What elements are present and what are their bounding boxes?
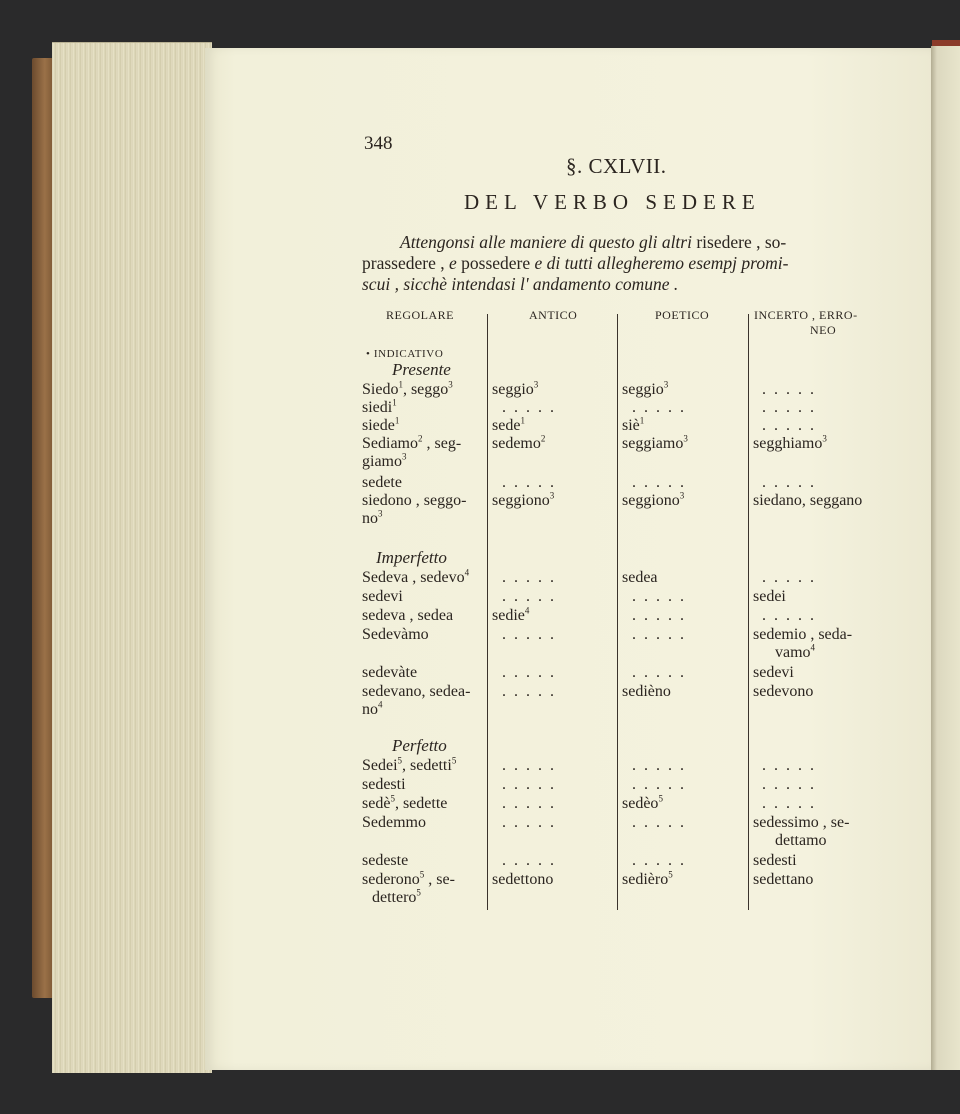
table-cell-poetico: . . . . . (632, 814, 686, 831)
table-row-regolare: Sedevàmo (362, 626, 429, 643)
cell-text: no (362, 701, 378, 718)
table-cell-poetico: . . . . . (632, 399, 686, 416)
page-number: 348 (364, 133, 393, 154)
table-row-regolare (362, 683, 470, 719)
intro-text: prassedere , (362, 253, 449, 273)
chapter-title: DEL VERBO SEDERE (464, 190, 761, 214)
table-cell-antico: . . . . . (502, 664, 556, 681)
table-cell-poetico: sedièno (622, 683, 671, 700)
table-row-regolare: Sedemmo (362, 814, 426, 831)
cell-text: Sedei (362, 757, 398, 774)
footnote-mark: 5 (419, 869, 425, 880)
cell-text: dettamo (775, 832, 827, 849)
cell-text: siedono , seggo- (362, 492, 467, 509)
table-cell-poetico (622, 871, 673, 889)
table-row-regolare (362, 399, 397, 417)
table-cell-poetico: . . . . . (632, 626, 686, 643)
cell-text: , se- (424, 871, 455, 888)
intro-text: scui , sicchè intendasi l' andamento comune . (362, 274, 679, 294)
table-cell-incerto: . . . . . (762, 474, 816, 491)
footnote-mark: 2 (540, 433, 546, 444)
cell-text: , seggo (402, 381, 449, 398)
cell-text: sedièro (622, 871, 669, 888)
table-cell-antico (492, 492, 554, 510)
cell-text: dettero (372, 889, 417, 906)
cell-text: sedie (492, 607, 525, 624)
cell-text: seggio (622, 381, 664, 398)
table-row-regolare: sedesti (362, 776, 406, 793)
cell-text: , seg- (422, 435, 462, 452)
table-row-regolare: sedete (362, 474, 402, 491)
footnote-mark: 3 (378, 508, 383, 519)
cell-text: sedemio , seda- (753, 626, 853, 643)
footnote-mark: 5 (416, 887, 421, 898)
table-row-regolare (362, 417, 399, 435)
footnote-mark: 4 (524, 605, 530, 616)
footnote-mark: 1 (392, 397, 397, 408)
cell-text: Sediamo (362, 435, 418, 452)
cell-text: seggiono (492, 492, 550, 509)
table-cell-antico: sedettono (492, 871, 554, 888)
section-title: §. CXLVII. (566, 154, 667, 178)
footnote-mark: 1 (639, 415, 645, 426)
table-cell-incerto: . . . . . (762, 795, 816, 812)
table-row-regolare: sedeva , sedea (362, 607, 454, 624)
table-cell-incerto (753, 626, 852, 662)
footnote-mark: 3 (683, 433, 688, 444)
cell-text: seggiamo (622, 435, 684, 452)
table-row-regolare (362, 381, 453, 399)
table-cell-poetico (622, 435, 688, 453)
page-stack-edge (52, 42, 212, 1073)
table-cell-incerto: sedesti (753, 852, 797, 869)
footnote-mark: 4 (810, 642, 816, 653)
footnote-mark: 3 (533, 379, 539, 390)
mood-text: INDICATIVO (373, 348, 444, 360)
table-cell-poetico (622, 381, 668, 399)
footnote-mark: 3 (822, 433, 827, 444)
table-cell-incerto (753, 435, 827, 453)
cell-text: Sedeva , sedevo (362, 569, 465, 586)
table-cell-incerto: . . . . . (762, 776, 816, 793)
footnote-mark: 5 (451, 755, 457, 766)
footnote-mark: 3 (679, 490, 685, 501)
table-row-regolare (362, 757, 456, 775)
table-row-regolare (362, 492, 466, 528)
table-cell-incerto: . . . . . (762, 381, 816, 398)
table-row-regolare: sedeste (362, 852, 409, 869)
table-row-regolare (362, 435, 461, 471)
intro-text: Attengonsi alle maniere di questo gli altri (400, 232, 692, 252)
cell-text: giamo (362, 453, 402, 470)
table-cell-poetico: . . . . . (632, 776, 686, 793)
footnote-mark: 5 (658, 793, 663, 804)
cell-text: seggiono (622, 492, 680, 509)
cell-text: sedèo (622, 795, 659, 812)
table-cell-poetico: . . . . . (632, 607, 686, 624)
cell-text: no (362, 510, 378, 527)
footnote-mark: 5 (397, 755, 403, 766)
table-cell-antico: . . . . . (502, 588, 556, 605)
column-rule (748, 314, 749, 910)
footnote-mark: 1 (398, 379, 403, 390)
table-cell-antico: . . . . . (502, 776, 556, 793)
table-cell-antico: . . . . . (502, 852, 556, 869)
table-cell-poetico: . . . . . (632, 852, 686, 869)
table-cell-incerto: . . . . . (762, 757, 816, 774)
table-cell-poetico (622, 492, 684, 510)
column-header-incerto: INCERTO , ERRO- (754, 308, 858, 322)
column-header-incerto-line2: NEO (810, 323, 837, 337)
table-cell-antico (492, 417, 525, 435)
cell-text: siedi (362, 399, 393, 416)
footnote-mark: 3 (663, 379, 669, 390)
cell-text: Siedo (362, 381, 399, 398)
table-row-regolare: sedevàte (362, 664, 418, 681)
table-cell-antico: . . . . . (502, 814, 556, 831)
table-cell-antico (492, 435, 545, 453)
cell-text: siè (622, 417, 640, 434)
cell-text: , sedetti (402, 757, 452, 774)
footnote-mark: 1 (394, 415, 400, 426)
intro-text: risedere , so- (691, 232, 787, 252)
table-cell-antico: . . . . . (502, 569, 556, 586)
table-cell-poetico (622, 795, 663, 813)
table-row-regolare: sedevi (362, 588, 403, 605)
cell-text: , sedette (394, 795, 448, 812)
cell-text: sedè (362, 795, 391, 812)
footnote-mark: 5 (390, 793, 395, 804)
cell-text: segghiamo (753, 435, 823, 452)
cell-text: seggio (492, 381, 534, 398)
intro-text: e di tutti allegheremo esempj promi- (534, 253, 789, 273)
footnote-mark: 2 (418, 433, 423, 444)
cell-text: sede (492, 417, 521, 434)
cell-text: siede (362, 417, 395, 434)
table-cell-incerto: sedevi (753, 664, 794, 681)
table-cell-incerto: . . . . . (762, 399, 816, 416)
table-cell-incerto: . . . . . (762, 569, 816, 586)
table-row-regolare (362, 871, 455, 907)
table-cell-poetico (622, 417, 644, 435)
footnote-mark: 1 (520, 415, 525, 426)
table-cell-antico (492, 607, 529, 625)
table-cell-poetico: . . . . . (632, 757, 686, 774)
column-rule (487, 314, 488, 910)
footnote-mark: 5 (668, 869, 673, 880)
table-cell-antico (492, 381, 538, 399)
table-cell-antico: . . . . . (502, 399, 556, 416)
table-cell-incerto: . . . . . (762, 417, 816, 434)
table-cell-antico: . . . . . (502, 795, 556, 812)
cell-text: sedevano, sedea- (362, 683, 471, 700)
mood-label: • INDICATIVO (366, 348, 444, 360)
footnote-mark: 4 (378, 699, 383, 710)
table-cell-antico: . . . . . (502, 757, 556, 774)
table-cell-poetico: . . . . . (632, 588, 686, 605)
table-cell-incerto: sedettano (753, 871, 814, 888)
table-row-regolare (362, 569, 469, 587)
table-cell-incerto (753, 814, 849, 850)
table-cell-incerto: . . . . . (762, 607, 816, 624)
table-cell-antico: . . . . . (502, 474, 556, 491)
tense-heading-presente: Presente (392, 360, 451, 379)
table-cell-antico: . . . . . (502, 626, 556, 643)
column-rule (617, 314, 618, 910)
column-header-poetico: POETICO (655, 308, 710, 322)
footnote-mark: 3 (448, 379, 453, 390)
intro-text: possedere (456, 253, 535, 273)
cell-text: sedemo (492, 435, 541, 452)
table-cell-incerto: sedei (753, 588, 786, 605)
footnote-mark: 3 (549, 490, 555, 501)
column-header-regolare: REGOLARE (386, 308, 454, 322)
footnote-mark: 4 (464, 567, 470, 578)
table-cell-incerto: sedevono (753, 683, 814, 700)
table-cell-poetico: sedea (622, 569, 658, 586)
table-row-regolare (362, 795, 447, 813)
intro-paragraph (362, 232, 788, 295)
footnote-mark: 3 (402, 451, 407, 462)
table-cell-poetico: . . . . . (632, 474, 686, 491)
cell-text: sederono (362, 871, 420, 888)
facing-page-edge (931, 46, 960, 1070)
table-cell-poetico: . . . . . (632, 664, 686, 681)
tense-heading-perfetto: Perfetto (392, 736, 447, 755)
tense-heading-imperfetto: Imperfetto (376, 548, 447, 567)
table-cell-antico: . . . . . (502, 683, 556, 700)
table-cell-incerto: siedano, seggano (753, 492, 863, 509)
column-header-antico: ANTICO (529, 308, 578, 322)
cell-text: vamo (775, 644, 811, 661)
intro-text: e (448, 253, 457, 273)
cell-text: sedessimo , se- (753, 814, 850, 831)
